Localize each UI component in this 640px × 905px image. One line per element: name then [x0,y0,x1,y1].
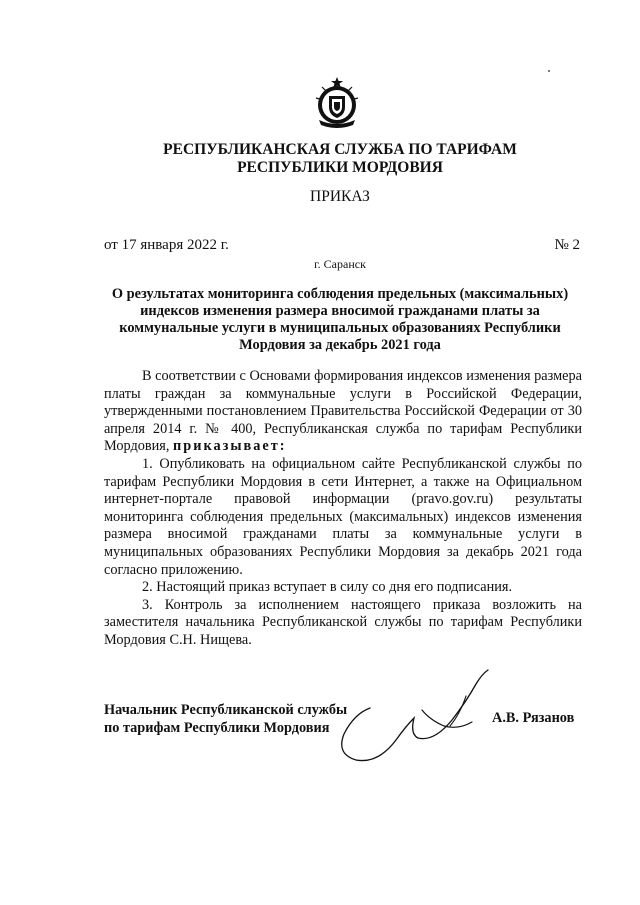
subject-line-2: индексов изменения размера вносимой гражданами платы за [140,303,540,319]
signer-title-line-1: Начальник Республиканской службы [104,702,348,718]
subject-line-1: О результатах мониторинга соблюдения предельных (максимальных) [111,286,569,302]
organization-name [100,141,580,177]
org-line-2: РЕСПУБЛИКИ МОРДОВИЯ [237,159,443,176]
coat-of-arms-icon [313,76,361,130]
document-date: от 17 января 2022 г. [104,237,229,253]
handwritten-signature [326,668,510,776]
order-item-2: 2. Настоящий приказ вступает в силу со дня его подписания. [142,579,513,596]
signer-name: А.В. Рязанов [492,710,575,726]
subject-line-3: коммунальные услуги в муниципальных образованиях Республики [119,320,561,336]
order-item-3: 3. Контроль за исполнением настоящего приказа возложить на заместителя начальника Республиканской службы по тарифам Республики Мордовия С.Н. Нищева. [104,596,582,648]
scan-speck [548,70,550,72]
signer-title-line-2: по тарифам Республики Мордовия [104,720,330,736]
document-city: г. Саранск [314,257,366,271]
order-item-1: 1. Опубликовать на официальном сайте Республиканской службы по тарифам Республики Мордовия в сети Интернет, а также на Официальном интернет-портале правовой информации (pravo.gov.ru) результаты мониторинга соблюдения предельных (максимальных) индексов изменения размера вносимой гражданами платы за коммунальные услуги в муниципальных образованиях Республики Мордовия за декабрь 2021 года согласно приложению. [104,455,582,578]
document-body [104,368,582,650]
signer-title [104,701,347,737]
document-type: ПРИКАЗ [310,188,370,205]
orders-word: приказывает: [173,438,287,455]
subject-line-4: Мордовия за декабрь 2021 года [239,337,441,353]
document-subject [106,286,574,354]
org-line-1: РЕСПУБЛИКАНСКАЯ СЛУЖБА ПО ТАРИФАМ [163,141,517,158]
intro-paragraph [104,368,582,456]
intro-text: В соответствии с Основами формирования индексов изменения размера платы граждан за коммунальные услуги в Российской Федерации, утвержденными постановлением Правительства Российской Федерации от 30 апреля 2014 г. № 400, Республиканская служба по тарифам Республики Мордовия, [104,368,582,455]
document-number: № 2 [554,237,580,253]
